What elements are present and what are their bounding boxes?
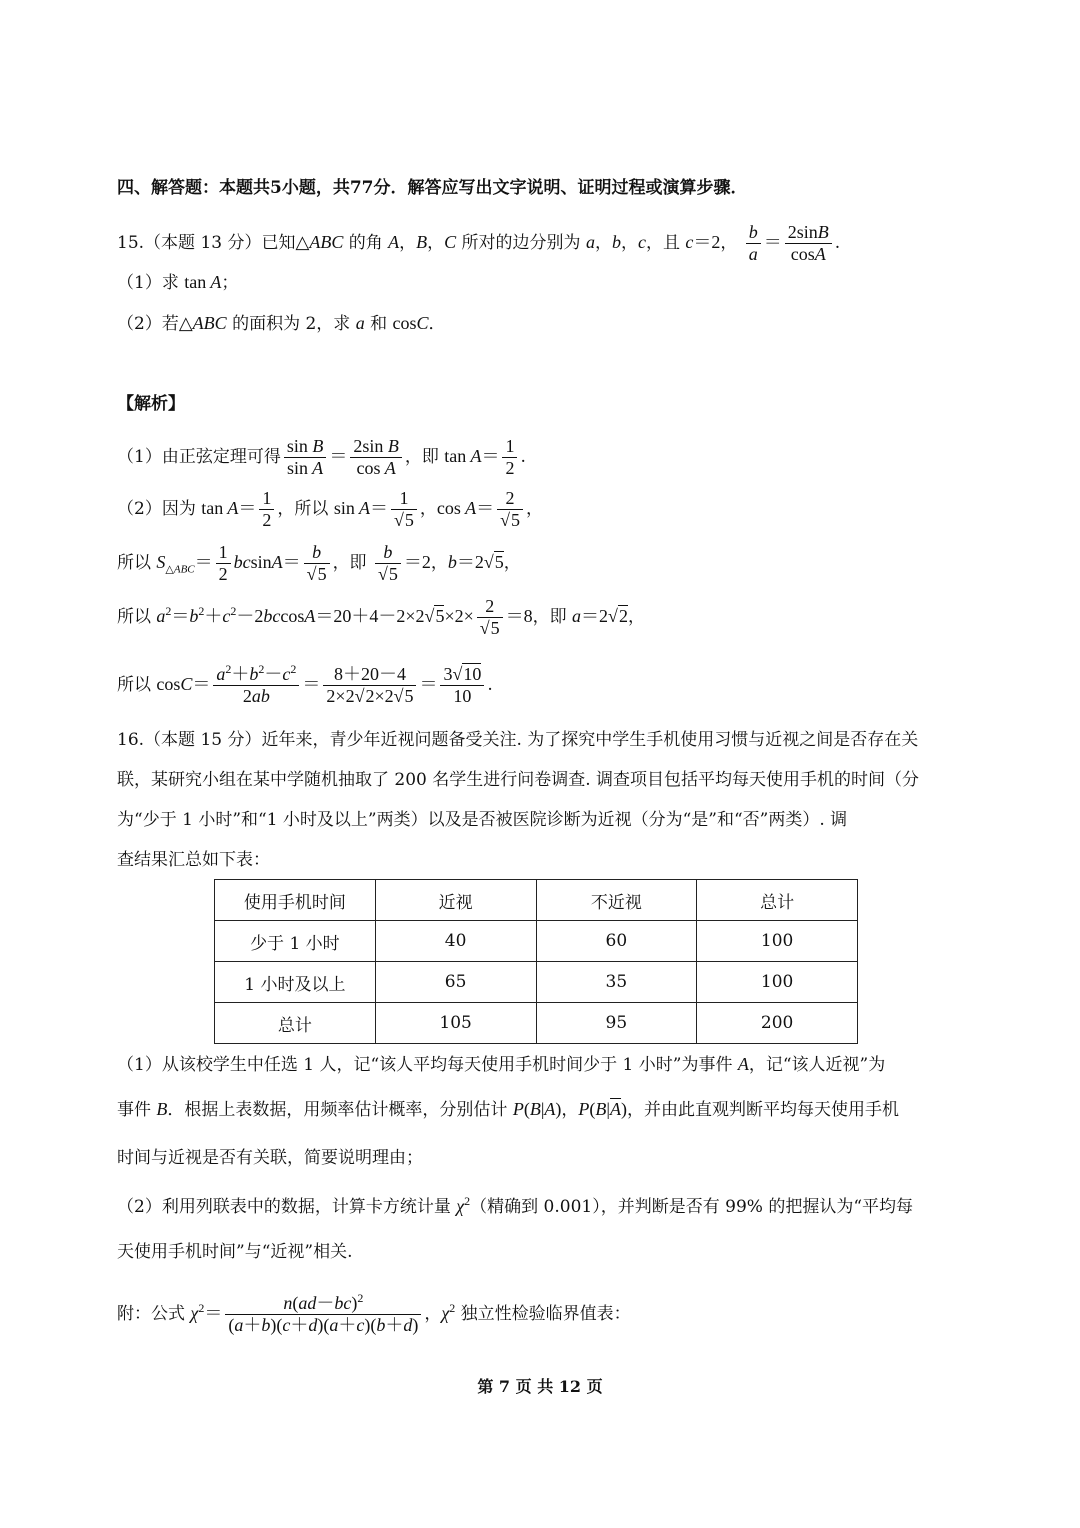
table-cell: 100	[697, 962, 858, 1003]
table-cell: 105	[375, 1003, 536, 1044]
q16-stem-line-3: 为“少于 1 小时”和“1 小时及以上”两类）以及是否被医院诊断为近视（分为“是”和“否”两类）. 调	[117, 810, 848, 830]
table-row	[215, 962, 858, 1003]
table-header-cell: 近视	[375, 880, 536, 921]
q16-stem-line-2: 联，某研究小组在某中学随机抽取了 200 名学生进行问卷调查. 调查项目包括平均每天使用手机的时间（分	[117, 770, 920, 790]
analysis-line-5: 所以 cosC＝ $\frac{a^2+b^2-c^2}{2ab}$ ＝ $\frac{8+20-4}{2\times 2√2\times 2√5}$ ＝ $\frac{3√10}{10}$ .	[117, 662, 493, 706]
q15-stem: 15.（本题 13 分）已知△ABC 的角 A，B，C 所对的边分别为 a，b，c，且 c＝2， $\frac{b}{a}$ ＝ $\frac{2\sin B}{\cos A}$ .	[117, 222, 841, 264]
table-row	[215, 921, 858, 962]
appendix-formula: 附：公式 $\chi^2=$ $\frac{n(ad-bc)^2}{(a+b)(c+d)(a+c)(b+d)}$ ，$\chi^2$ 独立性检验临界值表：	[117, 1291, 631, 1335]
survey-table	[214, 879, 858, 1044]
q16-part2-line-1: （2）利用列联表中的数据，计算卡方统计量 $\chi^2$（精确到 0.001），并判断是否有 99% 的把握认为“平均每	[117, 1194, 914, 1217]
table-cell: 35	[536, 962, 697, 1003]
table-cell: 65	[375, 962, 536, 1003]
analysis-label: 【解析】	[117, 394, 185, 414]
analysis-line-4: 所以 $a^2=b^2+c^2-2bccosA=20+4-2\times 2√5\times 2\times$ $\frac{2}{√5}$ ＝8，即 a＝2√2，	[117, 596, 645, 638]
analysis-line-3: 所以 $S_{\triangle ABC}=$ $\frac{1}{2}$ bcsinA＝ $\frac{b}{√5}$ ，即 $\frac{b}{√5}$ ＝2，b＝2√5，	[117, 542, 521, 584]
analysis-line-2: （2）因为 tan A＝ $\frac{1}{2}$ ，所以 sin A＝ $\frac{1}{√5}$ ，cos A＝ $\frac{2}{√5}$ ，	[117, 488, 543, 530]
table-header-cell: 总计	[697, 880, 858, 921]
table-cell: 少于 1 小时	[215, 921, 376, 962]
table-cell: 1 小时及以上	[215, 962, 376, 1003]
table-cell: 总计	[215, 1003, 376, 1044]
q16-part1-line-2: 事件 B．根据上表数据，用频率估计概率，分别估计 P(B|A)，$P(B|\overline{A})$，并由此直观判断平均每天使用手机	[117, 1099, 900, 1120]
table-cell: 60	[536, 921, 697, 962]
q15-part1: （1）求 tan A；	[117, 272, 239, 293]
q16-part1-line-1: （1）从该校学生中任选 1 人，记“该人平均每天使用手机时间少于 1 小时”为事件 A，记“该人近视”为	[117, 1054, 886, 1075]
q15-part2: （2）若△ABC 的面积为 2，求 a 和 cosC．	[117, 313, 446, 334]
q16-part2-line-2: 天使用手机时间”与“近视”相关.	[117, 1242, 353, 1262]
table-cell: 200	[697, 1003, 858, 1044]
table-cell: 40	[375, 921, 536, 962]
analysis-line-1: （1）由正弦定理可得 $\frac{\text{sin B}}{\text{sin A}}$ ＝ $\frac{\text{2sin B}}{\text{cos A}}$ ，即 tan A＝ $\frac{1}{2}$ .	[117, 436, 526, 478]
q16-part1-line-3: 时间与近视是否有关联，简要说明理由；	[117, 1148, 423, 1168]
table-cell: 100	[697, 921, 858, 962]
table-cell: 95	[536, 1003, 697, 1044]
q16-stem-line-4: 查结果汇总如下表：	[117, 850, 270, 870]
table-row	[215, 1003, 858, 1044]
page-number: 第 7 页 共 12 页	[477, 1377, 603, 1396]
table-header-cell: 不近视	[536, 880, 697, 921]
table-header-cell: 使用手机时间	[215, 880, 376, 921]
section-header: 四、解答题：本题共5小题，共77分．解答应写出文字说明、证明过程或演算步骤．	[117, 178, 748, 198]
table-header-row	[215, 880, 858, 921]
q16-stem-line-1: 16.（本题 15 分）近年来，青少年近视问题备受关注. 为了探究中学生手机使用习惯与近视之间是否存在关	[117, 730, 919, 750]
